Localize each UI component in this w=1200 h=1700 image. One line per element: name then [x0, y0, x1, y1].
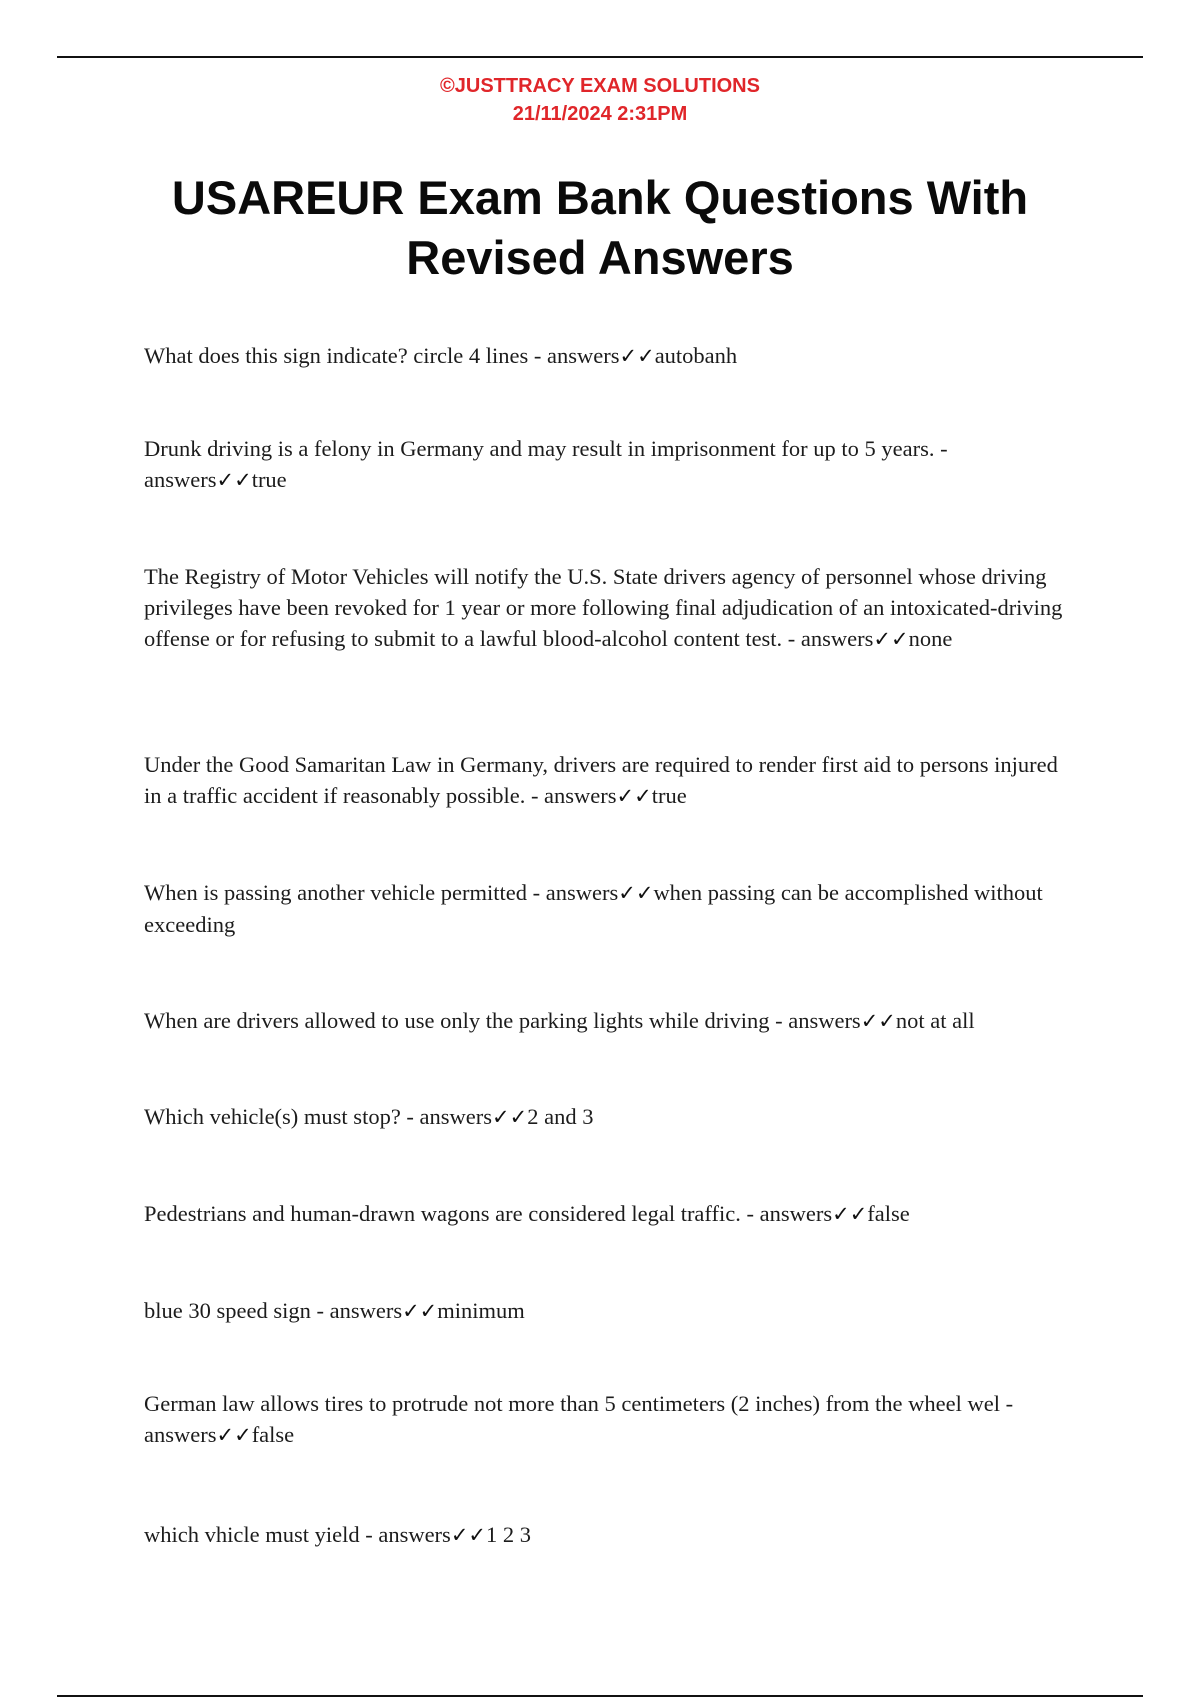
- answer-text: false: [251, 1422, 295, 1447]
- double-check-icon: ✓✓: [402, 1299, 438, 1323]
- watermark-line-1: ©JUSTTRACY EXAM SOLUTIONS: [440, 75, 760, 97]
- bottom-rule: [57, 1695, 1143, 1697]
- question-text: blue 30 speed sign - answers: [144, 1298, 403, 1323]
- answer-text: autobanh: [654, 343, 738, 368]
- qa-item: [144, 1295, 1064, 1327]
- qa-item: [144, 877, 1064, 940]
- double-check-icon: ✓✓: [618, 881, 654, 905]
- question-text: When are drivers allowed to use only the parking lights while driving - answers: [144, 1008, 861, 1033]
- double-check-icon: ✓✓: [216, 1423, 252, 1447]
- double-check-icon: ✓✓: [450, 1523, 487, 1547]
- answer-text: 2 and 3: [527, 1104, 594, 1129]
- answer-text: false: [867, 1201, 910, 1226]
- qa-item: [144, 433, 1064, 496]
- question-text: which vhicle must yield - answers: [144, 1522, 451, 1547]
- question-text: Drunk driving is a felony in Germany and may result in imprisonment for up to 5 years. - answers: [144, 436, 948, 492]
- double-check-icon: ✓✓: [860, 1009, 896, 1033]
- watermark-line-2: 21/11/2024 2:31PM: [512, 103, 688, 125]
- question-text: Under the Good Samaritan Law in Germany, drivers are required to render first aid to persons injured in a traffic accident if reasonably possible. - answers: [144, 752, 1058, 808]
- answer-text: 1 2 3: [486, 1522, 532, 1547]
- double-check-icon: ✓✓: [616, 784, 652, 808]
- double-check-icon: ✓✓: [619, 344, 655, 368]
- qa-item: [144, 749, 1064, 812]
- qa-item: [144, 1519, 1064, 1551]
- double-check-icon: ✓✓: [832, 1202, 868, 1226]
- page-title: USAREUR Exam Bank Questions With Revised Answers: [171, 171, 1029, 284]
- qa-item: [144, 1198, 1064, 1230]
- double-check-icon: ✓✓: [873, 627, 909, 651]
- qa-item: [144, 1101, 1064, 1133]
- answer-text: minimum: [437, 1298, 525, 1323]
- qa-item: [144, 561, 1064, 655]
- question-text: Pedestrians and human-drawn wagons are considered legal traffic. - answers: [144, 1201, 833, 1226]
- qa-item: [144, 340, 1064, 372]
- answer-text: true: [651, 783, 687, 808]
- double-check-icon: ✓✓: [216, 468, 252, 492]
- question-text: Which vehicle(s) must stop? - answers: [144, 1104, 493, 1129]
- qa-item: [144, 1005, 1064, 1037]
- answer-text: when passing can be accomplished without exceeding: [144, 880, 1043, 937]
- question-text: When is passing another vehicle permitted - answers: [144, 880, 619, 905]
- answer-text: true: [251, 467, 287, 492]
- question-text: The Registry of Motor Vehicles will notify the U.S. State drivers agency of personnel whose driving privileges have been revoked for 1 year or more following final adjudication of an intoxicated-driving offense or for refusing to submit to a lawful blood-alcohol content test. - answers: [144, 564, 1063, 651]
- question-text: German law allows tires to protrude not more than 5 centimeters (2 inches) from the wheel wel - answers: [144, 1391, 1014, 1447]
- question-text: What does this sign indicate? circle 4 lines - answers: [144, 343, 620, 368]
- double-check-icon: ✓✓: [492, 1105, 528, 1129]
- answer-text: not at all: [895, 1008, 975, 1033]
- answer-text: none: [908, 626, 953, 651]
- qa-item: [144, 1388, 1064, 1451]
